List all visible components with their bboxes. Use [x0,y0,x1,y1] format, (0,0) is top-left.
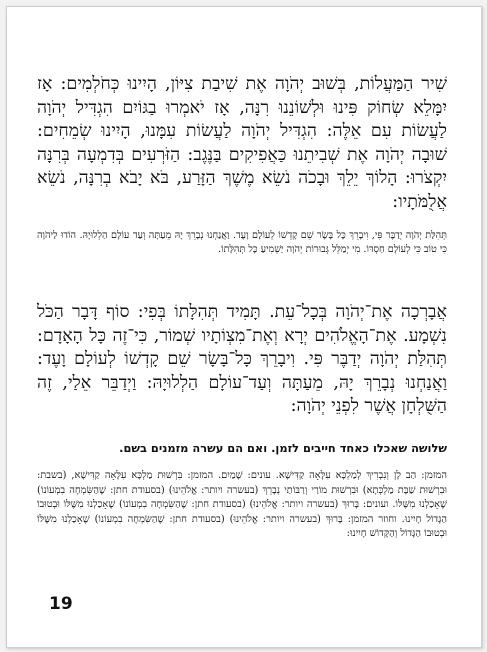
zimun-text: המזמן: הַב לָן וְנִבְרִיךְ לְמַלְכָּא עִלָּאָה קַדִּישָׁא. עונים: שָׁמַיִם. המזמן: בִּרְשׁוּת מַלְכָּא עִלָּאָה קַדִּישָׁא, (בשבת: וּבִרְשׁוּת שַׁבָּת מַלְכְּתָא) וּבִרְשׁוּת מוֹרַי וְרַבּוֹתַי נְבָרֵךְ (בעשרה ויותר: אֱלֹהֵינוּ) (בסעודת חתן: שֶׁהַשִּׂמְחָה בִמְעוֹנוֹ) שֶׁאָכַלְנוּ מִשֶּׁלּוֹ. ועונים: בָּרוּךְ (בעשרה ויותר: אֱלֹהֵינוּ) (בסעודת חתן: שֶׁהַשִּׂמְחָה בִמְעוֹנוֹ) שֶׁאָכַלְנוּ מִשֶּׁלּוֹ וּבְטוּבוֹ הַגָּדוֹל חָיִינוּ. וחוזר המזמן: בָּרוּךְ (בעשרה ויותר: אֱלֹהֵינוּ) (בסעודת חתן: שֶׁהַשִּׂמְחָה בִמְעוֹנוֹ) שֶׁאָכַלְנוּ מִשֶּׁלּוֹ וּבְטוּבוֹ הַגָּדוֹל וְהַקָּדוֹשׁ חָיִינוּ: [37,470,447,540]
page-number: 19 [49,594,73,614]
document-page [6,6,482,648]
psalm-34-paragraph: אֲבָרְכָה אֶת־יְהֹוָה בְּכָל־עֵת. תָּמִיד תְּהִלָּתוֹ בְּפִי: סוֹף דָּבָר הַכֹּל נִשְׁמָע. אֶת־הָאֱלֹהִים יְרָא וְאֶת־מִצְוֹתָיו שְׁמוֹר, כִּי־זֶה כָּל הָאָדָם: תְּהִלַּת יְהֹוָה יְדַבֶּר פִּי. וִיבָרֵךְ כָּל־בָּשָׂר שֵׁם קָדְשׁוֹ לְעוֹלָם וָעֶד: וַאֲנַחְנוּ נְבָרֵךְ יָהּ, מֵעַתָּה וְעַד־עוֹלָם הַלְלוּיָהּ: וַיְדַבֵּר אֵלַי, זֶה הַשֻּׁלְחָן אֲשֶׁר לִפְנֵי יְהֹוָה: [37,302,447,416]
psalm-verses-small-print: תְּהִלַּת יְהֹוָה יְדַבֶּר פִּי, וִיבָרֵךְ כָּל בָּשָׂר שֵׁם קָדְשׁוֹ לְעוֹלָם וָעֶד. וַאֲנַחְנוּ נְבָרֵךְ יָהּ מֵעַתָּה וְעַד עוֹלָם הַלְלוּיָהּ. הוֹדוּ לַיהֹוָה כִּי טוֹב כִּי לְעוֹלָם חַסְדּוֹ. מִי יְמַלֵּל גְּבוּרוֹת יְהֹוָה יַשְׁמִיעַ כָּל תְּהִלָּתוֹ. [37,230,447,255]
psalm-126-paragraph: שִׁיר הַמַּעֲלוֹת, בְּשׁוּב יְהֹוָה אֶת שִׁיבַת צִיּוֹן, הָיִינוּ כְּחֹלְמִים: אָז יִמָּלֵא שְׂחוֹק פִּינוּ וּלְשׁוֹנֵנוּ רִנָּה, אָז יֹאמְרוּ בַגּוֹיִם הִגְדִּיל יְהֹוָה לַעֲשׂוֹת עִם אֵלֶּה: הִגְדִּיל יְהֹוָה לַעֲשׂוֹת עִמָּנוּ, הָיִינוּ שְׂמֵחִים: שׁוּבָה יְהֹוָה אֶת שְׁבִיתֵנוּ כַּאֲפִיקִים בַּנֶּגֶב: הַזֹּרְעִים בְּדִמְעָה בְּרִנָּה יִקְצֹרוּ: הָלוֹךְ יֵלֵךְ וּבָכֹה נֹשֵׂא מֶשֶׁךְ הַזָּרַע, בֹּא יָבֹא בְרִנָּה, נֹשֵׂא אֲלֻמֹּתָיו: [37,74,447,212]
zimun-instruction: שלושה שאכלו כאחד חייבים לזמן. ואם הם עשרה מזמנים בשם. [119,441,447,455]
